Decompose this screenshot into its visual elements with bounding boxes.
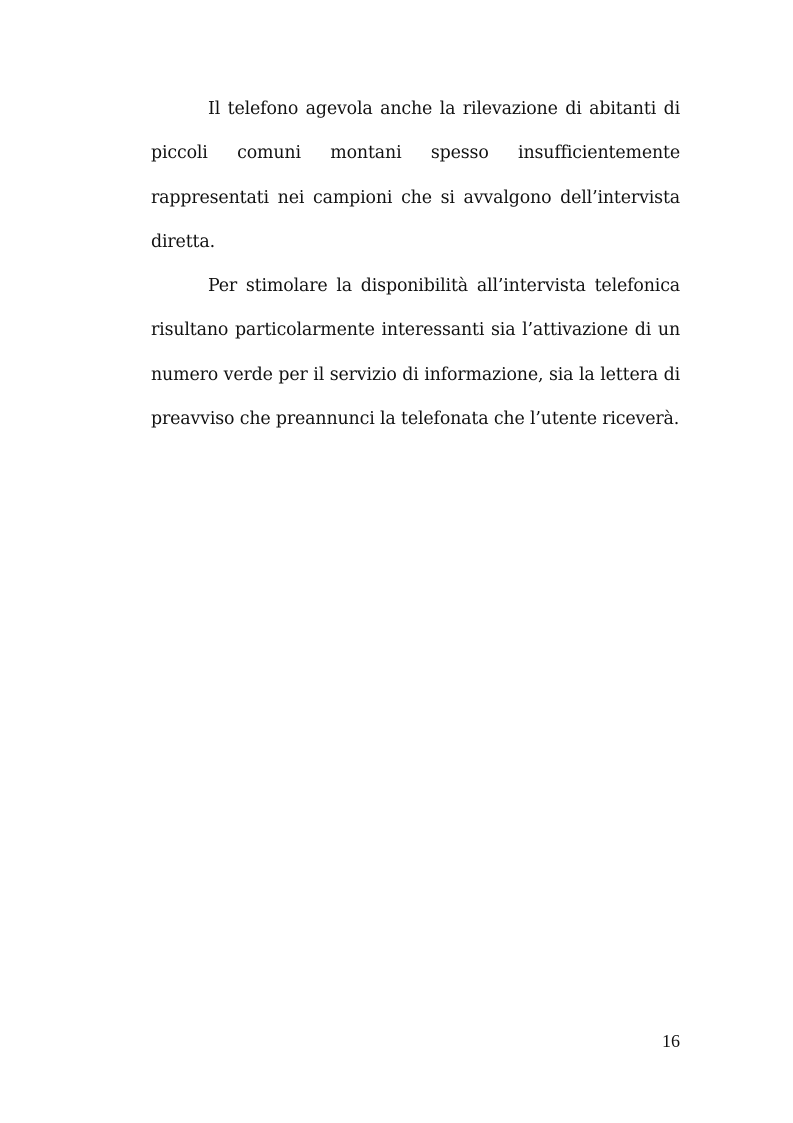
paragraph-telephone-interview-availability: Per stimolare la disponibilità all’intervista telefonica risultano particolarmente interessanti sia l’attivazione di un numero verde per il servizio di informazione, sia la lettera di preavviso che preannunci la telefonata che l’utente riceverà. bbox=[151, 276, 680, 430]
body-text bbox=[151, 87, 680, 441]
paragraph-telephone-mountain-communities: Il telefono agevola anche la rilevazione di abitanti di piccoli comuni montani spesso insufficientemente rappresentati nei campioni che si avvalgono dell’intervista diretta. bbox=[151, 99, 680, 252]
page-number: 16 bbox=[662, 1031, 680, 1051]
